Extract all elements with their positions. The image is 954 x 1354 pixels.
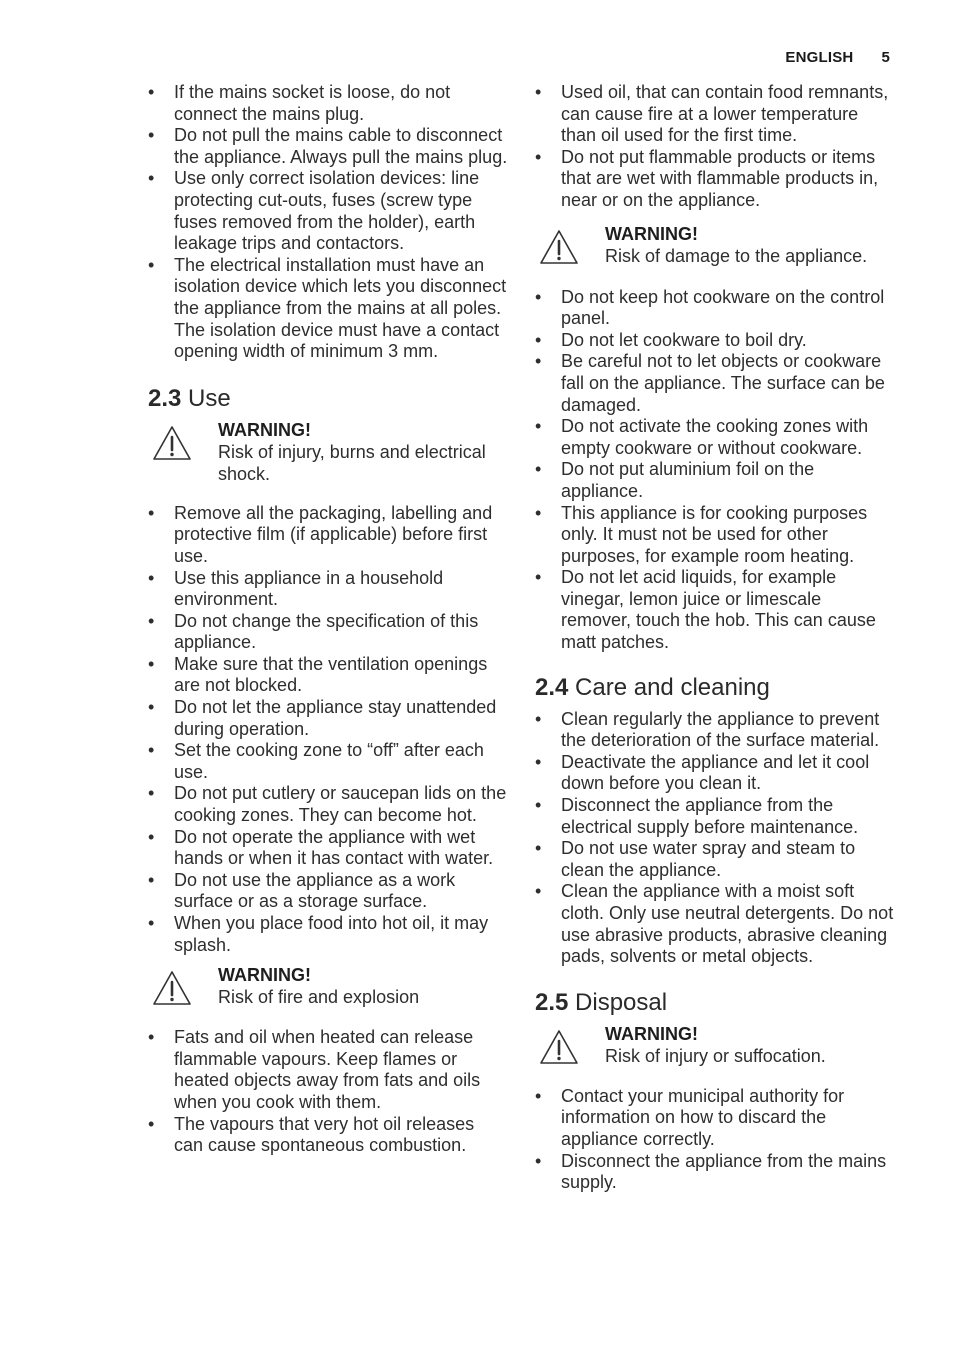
bullet-list-fire (148, 1027, 508, 1157)
list-item: • Clean the appliance with a moist soft cloth. Only use neutral detergents. Do not use abrasive products, abrasive cleaning pads, solvents or metal objects. (535, 881, 895, 967)
list-item: • Do not keep hot cookware on the control panel. (535, 287, 895, 330)
list-item: • Deactivate the appliance and let it cool down before you clean it. (535, 752, 895, 795)
warning-block-use (148, 419, 508, 485)
list-item: • Set the cooking zone to “off” after each use. (148, 740, 508, 783)
bullet-list-use (148, 503, 508, 956)
list-item: • The vapours that very hot oil releases can cause spontaneous combustion. (148, 1114, 508, 1157)
warning-text: Risk of injury, burns and electrical shock. (218, 441, 486, 484)
list-item: • Used oil, that can contain food remnants, can cause fire at a lower temperature than oil used for the first time. (535, 82, 895, 147)
list-item: • Do not operate the appliance with wet hands or when it has contact with water. (148, 827, 508, 870)
list-item: • Do not let the appliance stay unattended during operation. (148, 697, 508, 740)
warning-title: WARNING! (605, 1023, 698, 1044)
list-item: • The electrical installation must have an isolation device which lets you disconnect the appliance from the mains at all poles. The isolation device must have a contact opening width of minimum 3 mm. (148, 255, 508, 363)
section-number: 2.4 (535, 673, 569, 701)
list-item: • Disconnect the appliance from the electrical supply before maintenance. (535, 795, 895, 838)
warning-icon (539, 229, 583, 269)
warning-block-damage (535, 223, 895, 269)
language-label: ENGLISH (785, 49, 854, 66)
list-item: • When you place food into hot oil, it may splash. (148, 913, 508, 956)
bullet-list-mains (148, 82, 508, 363)
section-title: Care and cleaning (575, 673, 770, 701)
bullet-list-disposal (535, 1086, 895, 1194)
section-heading-disposal (535, 988, 895, 1018)
section-heading-use (148, 384, 508, 414)
list-item: • Do not use the appliance as a work surface or as a storage surface. (148, 870, 508, 913)
right-column (535, 82, 895, 1194)
warning-icon (539, 1029, 583, 1069)
list-item: • Be careful not to let objects or cookware fall on the appliance. The surface can be damaged. (535, 351, 895, 416)
list-item: • Do not change the specification of this appliance. (148, 611, 508, 654)
list-item: • Do not put cutlery or saucepan lids on the cooking zones. They can become hot. (148, 783, 508, 826)
page-number: 5 (881, 49, 890, 66)
list-item: • Make sure that the ventilation openings are not blocked. (148, 654, 508, 697)
warning-block-fire (148, 964, 508, 1010)
list-item: • Clean regularly the appliance to prevent the deterioration of the surface material. (535, 709, 895, 752)
warning-title: WARNING! (218, 419, 311, 440)
list-item: • Remove all the packaging, labelling and protective film (if applicable) before first use. (148, 503, 508, 568)
list-item: • Contact your municipal authority for information on how to discard the appliance correctly. (535, 1086, 895, 1151)
warning-text: Risk of damage to the appliance. (605, 245, 868, 266)
list-item: • Do not let cookware to boil dry. (535, 330, 895, 352)
bullet-list-care (535, 709, 895, 968)
section-title: Disposal (575, 988, 668, 1016)
warning-title: WARNING! (605, 223, 698, 244)
bullet-list-damage (535, 287, 895, 654)
section-title: Use (188, 384, 231, 412)
list-item: • Use this appliance in a household environment. (148, 568, 508, 611)
warning-block-disposal (535, 1023, 895, 1069)
warning-icon (152, 425, 196, 465)
list-item: • Do not pull the mains cable to disconnect the appliance. Always pull the mains plug. (148, 125, 508, 168)
warning-title: WARNING! (218, 965, 311, 986)
list-item: • Do not put flammable products or items that are wet with flammable products in, near or on the appliance. (535, 147, 895, 212)
list-item: • Do not activate the cooking zones with empty cookware or without cookware. (535, 416, 895, 459)
list-item: • Use only correct isolation devices: line protecting cut-outs, fuses (screw type fuses removed from the holder), earth leakage trips and contactors. (148, 168, 508, 254)
section-number: 2.5 (535, 988, 569, 1016)
section-number: 2.3 (148, 384, 182, 412)
section-heading-care (535, 673, 895, 703)
list-item: • Do not put aluminium foil on the appliance. (535, 459, 895, 502)
page-header (785, 49, 890, 66)
warning-text: Risk of fire and explosion (218, 987, 420, 1008)
list-item: • If the mains socket is loose, do not connect the mains plug. (148, 82, 508, 125)
list-item: • This appliance is for cooking purposes only. It must not be used for other purposes, for example room heating. (535, 503, 895, 568)
left-column (148, 82, 508, 1157)
warning-text: Risk of injury or suffocation. (605, 1045, 826, 1066)
bullet-list-oil (535, 82, 895, 212)
list-item: • Do not use water spray and steam to clean the appliance. (535, 838, 895, 881)
warning-icon (152, 970, 196, 1010)
list-item: • Disconnect the appliance from the mains supply. (535, 1151, 895, 1194)
list-item: • Fats and oil when heated can release flammable vapours. Keep flames or heated objects away from fats and oils when you cook with them. (148, 1027, 508, 1113)
list-item: • Do not let acid liquids, for example vinegar, lemon juice or limescale remover, touch the hob. This can cause matt patches. (535, 567, 895, 653)
